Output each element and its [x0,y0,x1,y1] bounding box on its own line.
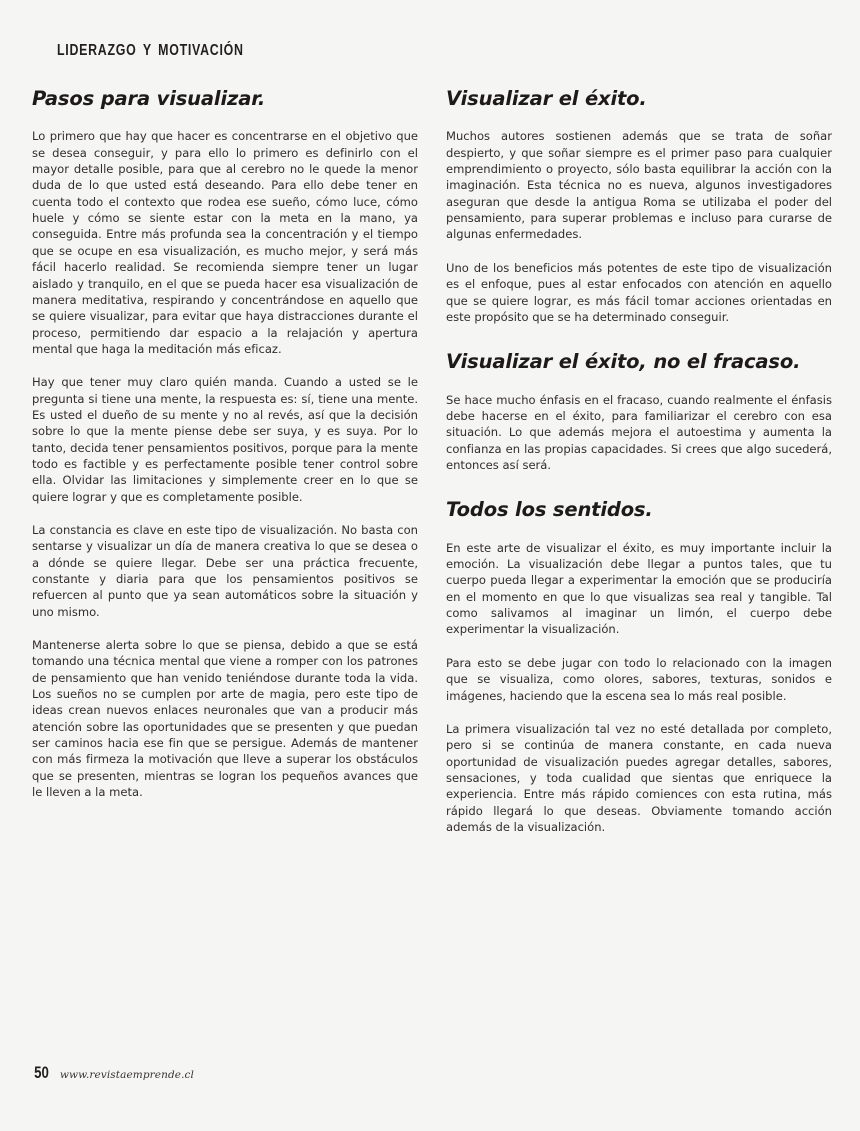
column-left [32,88,418,835]
section-heading: Visualizar el éxito, no el fracaso. [446,350,801,374]
article-columns [32,88,832,835]
body-paragraph: Se hace mucho énfasis en el fracaso, cuando realmente el énfasis debe hacerse en el éxito, para familiarizar el cerebro con esa situación. Lo que además mejora el autoestima y aumenta la confianza en las propias capacidades. Si crees que algo sucederá, entonces así será. [446,392,832,472]
section-visualizar-el-exito [446,88,832,325]
column-right [446,88,832,835]
section-spacer [446,473,832,499]
website-url: www.revistaemprende.cl [59,1069,194,1081]
body-paragraph: La primera visualización tal vez no esté detallada por completo, pero si se continúa de manera constante, en cada nueva oportunidad de visualización puedes agregar detalles, sabores, sensaciones, y toda cualidad que sientas que enriquece la experiencia. Entre más rápido comiences con esta rutina, más rápido llegará lo que deseas. Obviamente tomando acción además de la visualización. [446,721,832,834]
section-spacer [446,325,832,351]
section-todos-los-sentidos [446,499,832,835]
page-footer [32,1063,194,1083]
page-number: 50 [34,1063,49,1082]
section-pasos-para-visualizar [32,88,418,800]
section-heading: Pasos para visualizar. [32,87,266,110]
body-paragraph: En este arte de visualizar el éxito, es muy importante incluir la emoción. La visualización debe llegar a puntos tales, que tu cuerpo pueda llegar a experimentar la emoción que se produciría en el momento en que lo que visualizas sea real y tangible. Tal como salivamos al imaginar un limón, el cuerpo debe experimentar la visualización. [446,540,832,637]
section-visualizar-el-exito-no-el-fracaso [446,351,832,473]
body-paragraph: Hay que tener muy claro quién manda. Cuando a usted se le pregunta si tiene una mente, la respuesta es: sí, tiene una mente. Es usted el dueño de su mente y no al revés, así que la decisión sobre lo que la mente piense debe ser suya, y es suya. Por lo tanto, decida tener pensamientos positivos, porque para la mente todo es factible y es perfectamente posible tener control sobre ella. Olvidar las limitaciones y simplemente creer en lo que se quiere lograr y que es completamente posible. [32,375,418,504]
section-heading: Todos los sentidos. [446,498,653,522]
body-paragraph: Mantenerse alerta sobre lo que se piensa, debido a que se está tomando una técnica mental que viene a romper con los patrones de pensamiento que han venido teniéndose durante toda la vida. Los sueños no se cumplen por arte de magia, pero este tipo de ideas crean nuevos enlaces neuronales que van a producir más atención sobre las oportunidades que se presenten y que puedan ser caminos hacia ese fin que se persigue. Además de mantener con más firmeza la motivación que lleve a superar los obstáculos que se presenten, mientras se logran los pequeños avances que le lleven a la meta. [32,638,418,800]
body-paragraph: Para esto se debe jugar con todo lo relacionado con la imagen que se visualiza, como olores, sabores, texturas, sonidos e imágenes, haciendo que la escena sea lo más real posible. [446,655,832,703]
body-paragraph: La constancia es clave en este tipo de visualización. No basta con sentarse y visualizar un día de manera creativa lo que se desea o a dónde se quiere llegar. Debe ser una práctica frecuente, constante y diaria para que los pensamientos positivos se refuercen al punto que ya sean automáticos sobre la situación y uno mismo. [32,522,418,619]
body-paragraph: Lo primero que hay que hacer es concentrarse en el objetivo que se desea conseguir, y para ello lo primero es definirlo con el mayor detalle posible, para que al cerebro no le quede la menor duda de lo que usted está deseando. Para ello debe tener en cuenta todo el contexto que rodea ese sueño, cómo luce, cómo huele y cómo se siente estar con la meta en la mano, ya conseguida. Entre más profunda sea la concentración y el tiempo que se ocupe en esa visualización, es mucho mejor, y será más fácil hacerlo realidad. Se recomienda siempre tener un lugar aislado y tranquilo, en el que se pueda hacer esa visualización de manera meditativa, respirando y concentrándose en aquello que se quiere visualizar, para evitar que haya distracciones durante el proceso, permitiendo dar espacio a la relajación y apertura mental que haga la meditación más eficaz. [32,129,418,356]
running-head: LIDERAZGO Y MOTIVACIÓN [57,42,244,59]
body-paragraph: Uno de los beneficios más potentes de este tipo de visualización es el enfoque, pues al estar enfocados con atención en aquello que se quiere lograr, es más fácil tomar acciones orientadas en este propósito que se ha determinado conseguir. [446,260,832,324]
body-paragraph: Muchos autores sostienen además que se trata de soñar despierto, y que soñar siempre es el primer paso para cualquier emprendimiento o proyecto, sólo basta equilibrar la acción con la imaginación. Esta técnica no es nueva, algunos investigadores aseguran que desde la antigua Roma se utilizaba el poder del pensamiento, para superar problemas e incluso para curarse de algunas enfermedades. [446,129,832,242]
section-heading: Visualizar el éxito. [446,87,647,110]
